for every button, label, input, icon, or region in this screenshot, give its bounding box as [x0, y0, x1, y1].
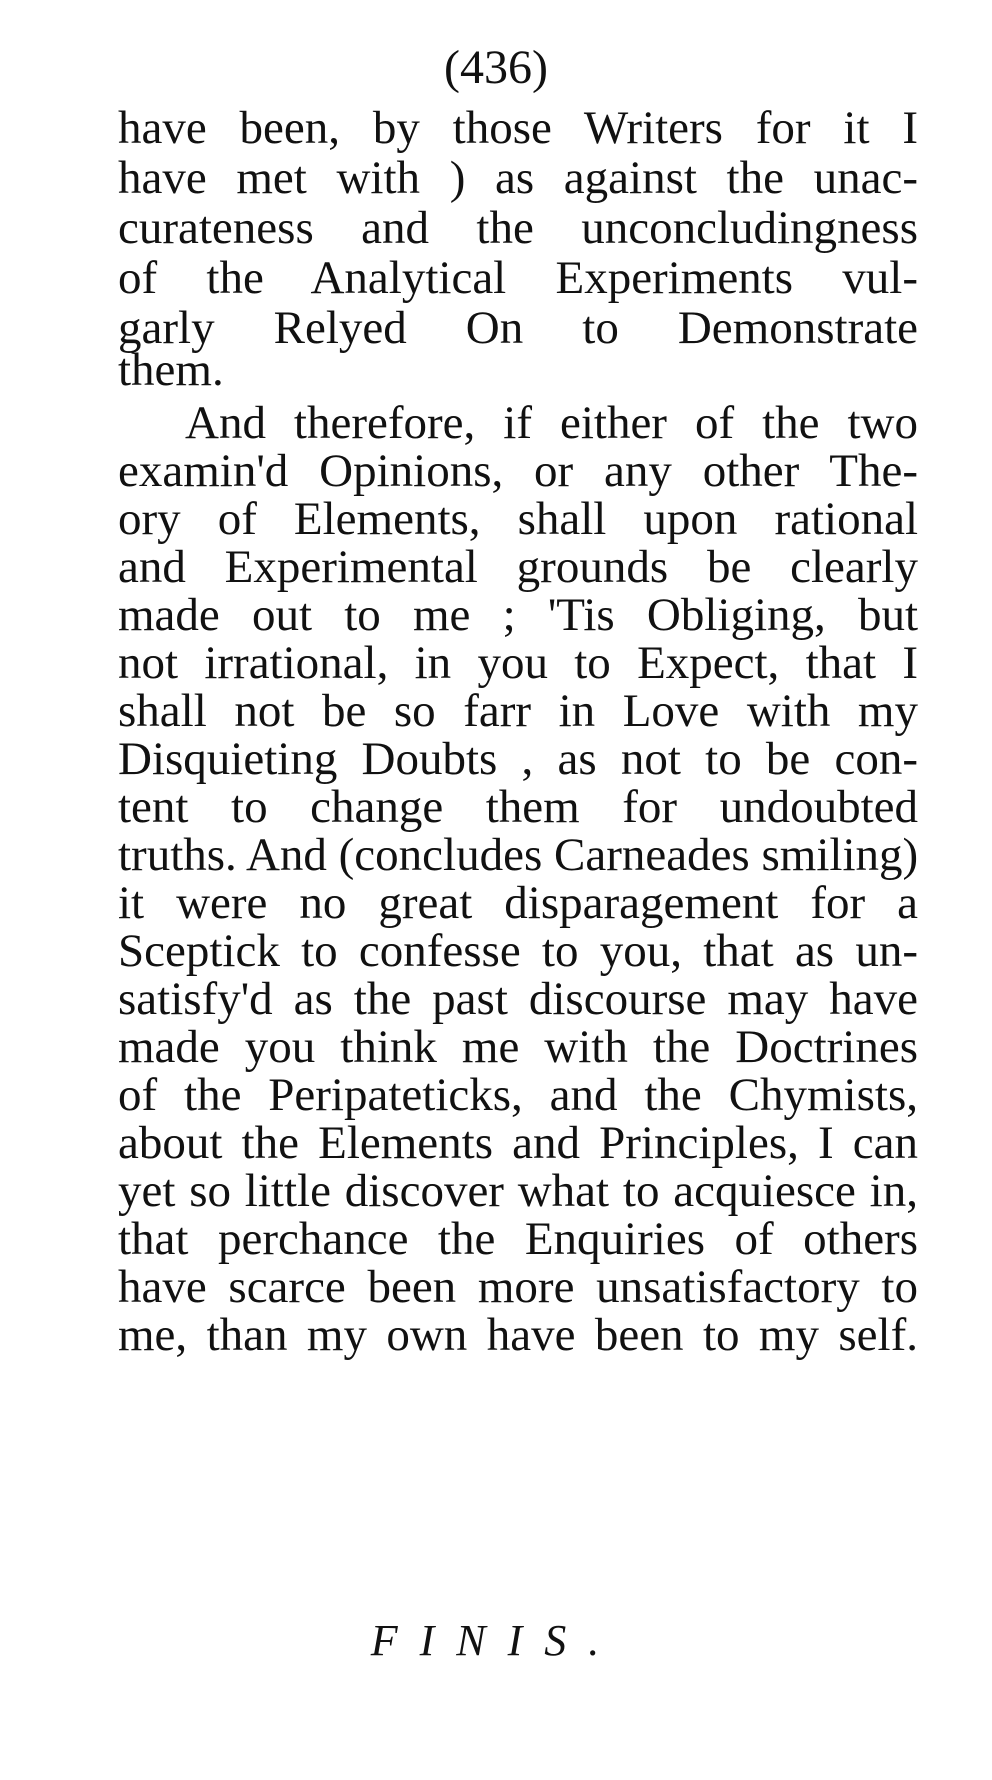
text-line-17: it were no great disparagement for a [118, 877, 918, 929]
text-line-20: made you think me with the Doctrines [118, 1021, 918, 1073]
text-line-21: of the Peripateticks, and the Chymists, [118, 1069, 918, 1121]
text-line-5: garly Relyed On to Demonstrate [118, 302, 918, 354]
text-line-15: tent to change them for undoubted [118, 781, 918, 833]
text-line-26: me, than my own have been to my self. [118, 1309, 918, 1361]
finis-colophon: FINIS. [370, 1616, 622, 1665]
text-line-22: about the Elements and Principles, I can [118, 1117, 918, 1169]
paragraph-first-line: And therefore, if either of the two [185, 397, 918, 449]
page-number: (436) [444, 41, 548, 94]
text-line-13: shall not be so farr in Love with my [118, 685, 918, 737]
text-line-4: of the Analytical Experiments vul- [118, 252, 918, 304]
text-line-6: them. [118, 344, 224, 396]
text-line-11: made out to me ; 'Tis Obliging, but [118, 589, 918, 641]
text-line-1: have been, by those Writers for it I [118, 102, 918, 154]
text-line-10: and Experimental grounds be clearly [118, 541, 918, 593]
text-line-14: Disquieting Doubts , as not to be con- [118, 733, 918, 785]
text-line-8: examin'd Opinions, or any other The- [118, 445, 918, 497]
text-line-9: ory of Elements, shall upon rational [118, 493, 918, 545]
text-line-2: have met with ) as against the unac- [118, 152, 918, 204]
text-line-16: truths. And (concludes Carneades smiling) [118, 829, 919, 881]
text-line-25: have scarce been more unsatisfactory to [118, 1261, 918, 1313]
text-line-3: curateness and the unconcludingness [118, 202, 918, 254]
text-line-19: satisfy'd as the past discourse may have [118, 973, 918, 1025]
text-line-18: Sceptick to confesse to you, that as un- [118, 925, 918, 977]
text-line-23: yet so little discover what to acquiesce in, [118, 1165, 918, 1217]
text-line-24: that perchance the Enquiries of others [118, 1213, 918, 1265]
text-line-12: not irrational, in you to Expect, that I [118, 637, 918, 689]
